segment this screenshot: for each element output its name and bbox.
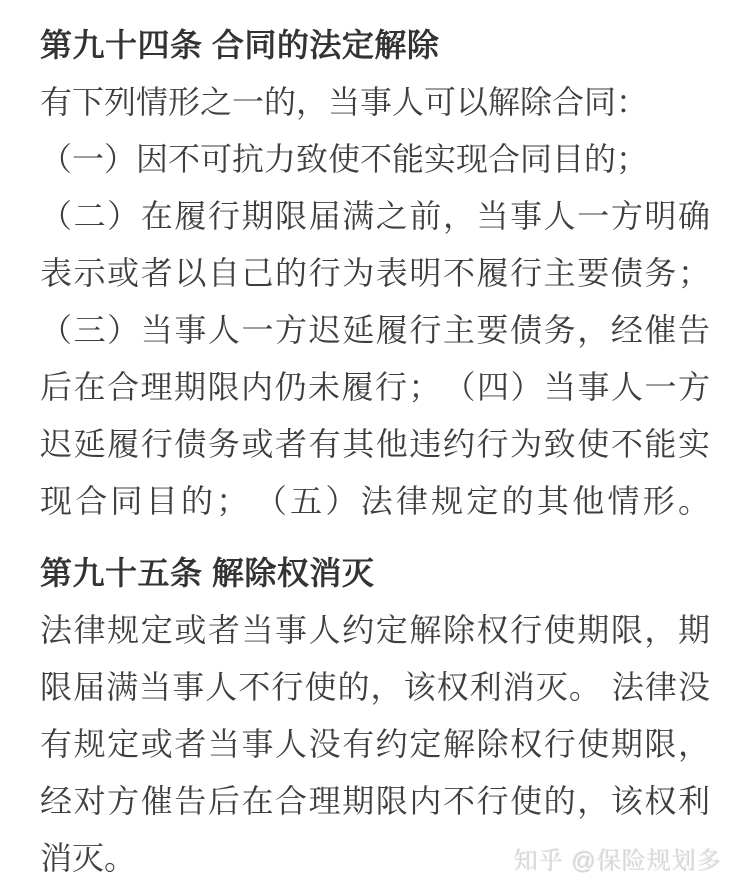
text-line: 表示或者以自己的行为表明不履行主要债务； bbox=[40, 255, 710, 291]
text-line: （三）当事人一方迟延履行主要债务，经催告 bbox=[40, 312, 710, 348]
text-line: 限届满当事人不行使的，该权利消灭。 法律没 bbox=[40, 669, 710, 705]
article-95-heading: 第九十五条 解除权消灭 bbox=[40, 555, 375, 591]
paragraph bbox=[40, 188, 710, 302]
zhihu-watermark: 知乎 @保险规划多 bbox=[513, 848, 722, 875]
article-94-heading: 第九十四条 合同的法定解除 bbox=[40, 27, 440, 63]
text-line: 法律规定或者当事人约定解除权行使期限，期 bbox=[40, 612, 710, 648]
text-line: 有下列情形之一的，当事人可以解除合同： bbox=[40, 84, 649, 120]
paragraph bbox=[40, 302, 710, 530]
paragraph bbox=[40, 131, 710, 188]
text-line: 经对方催告后在合理期限内不行使的，该权利 bbox=[40, 783, 710, 819]
text-line: 消灭。 bbox=[40, 840, 137, 876]
text-line: 后在合理期限内仍未履行； （四）当事人一方 bbox=[40, 369, 710, 405]
text-line: 迟延履行债务或者有其他违约行为致使不能实 bbox=[40, 426, 710, 462]
paragraph bbox=[40, 74, 710, 131]
text-line: （二）在履行期限届满之前，当事人一方明确 bbox=[40, 198, 710, 234]
section-article-94 bbox=[40, 17, 710, 530]
text-line: （一）因不可抗力致使不能实现合同目的； bbox=[40, 141, 649, 177]
section-article-95 bbox=[40, 545, 710, 887]
text-line: 现合同目的； （五）法律规定的其他情形。 bbox=[40, 483, 710, 519]
text-line: 有规定或者当事人没有约定解除权行使期限， bbox=[40, 726, 710, 762]
